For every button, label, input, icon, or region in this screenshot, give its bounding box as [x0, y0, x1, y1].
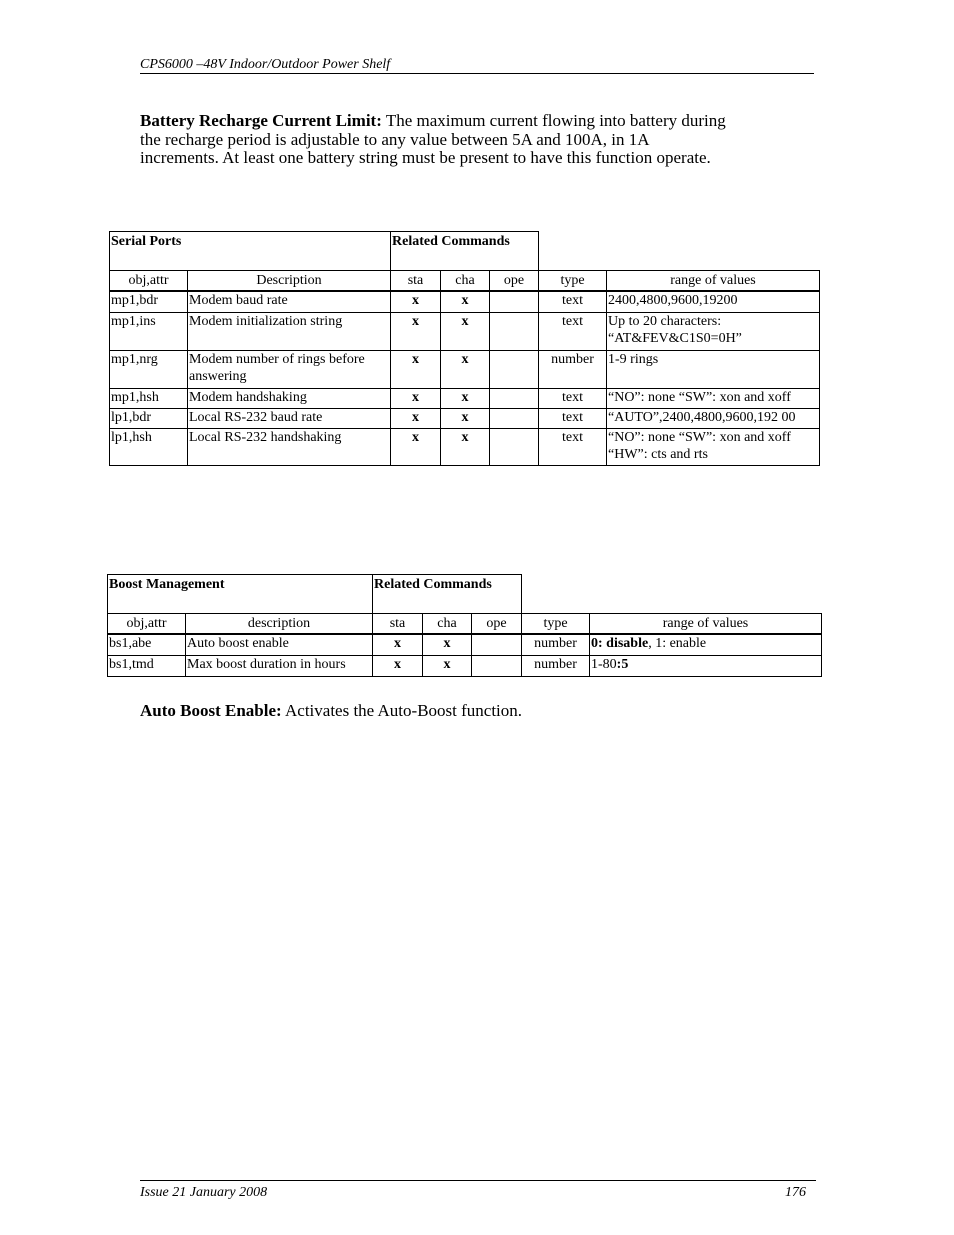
cell-ope: [490, 291, 539, 312]
cell-type: number: [539, 350, 607, 388]
col-cha: cha: [441, 271, 490, 292]
cell-sta: x: [373, 634, 423, 655]
table-row: [110, 388, 820, 408]
cell-range: [607, 428, 820, 465]
battery-line-2: the recharge period is adjustable to any value between 5A and 100A, in 1A: [140, 129, 650, 149]
cell-type: number: [522, 634, 590, 655]
battery-line-1: The maximum current flowing into battery during: [381, 111, 726, 130]
cell-ope: [490, 388, 539, 408]
page-header: [140, 56, 814, 74]
cell-type: number: [522, 655, 590, 676]
auto-boost-paragraph: [140, 702, 800, 721]
col-sta: sta: [373, 614, 423, 635]
serial-related-commands: Related Commands: [391, 232, 539, 271]
col-description: Description: [188, 271, 391, 292]
cell-type: text: [539, 312, 607, 350]
cell-type: text: [539, 291, 607, 312]
range-default: 0: disable: [591, 636, 649, 651]
cell-sta: x: [391, 428, 441, 465]
cell-desc: Max boost duration in hours: [186, 655, 373, 676]
serial-ports-table: [109, 231, 820, 466]
footer-issue: Issue 21 January 2008: [140, 1185, 268, 1200]
blank-cell: [539, 232, 820, 271]
cell-obj: mp1,ins: [110, 312, 188, 350]
cell-type: text: [539, 408, 607, 428]
cell-desc: Local RS-232 handshaking: [188, 428, 391, 465]
boost-related-commands: Related Commands: [373, 575, 522, 614]
range-default: :5: [616, 656, 629, 672]
table-row: [110, 428, 820, 465]
battery-recharge-paragraph: [140, 112, 800, 168]
cell-ope: [472, 634, 522, 655]
table-row: [108, 655, 822, 676]
boost-management-title: Boost Management: [108, 575, 373, 614]
col-cha: cha: [423, 614, 472, 635]
col-obj: obj,attr: [108, 614, 186, 635]
cell-cha: x: [441, 350, 490, 388]
cell-sta: x: [391, 408, 441, 428]
table-row: [110, 291, 820, 312]
col-ope: ope: [490, 271, 539, 292]
cell-type: text: [539, 428, 607, 465]
cell-cha: x: [441, 388, 490, 408]
cell-range: 1-9 rings: [607, 350, 820, 388]
boost-management-table: [107, 574, 822, 677]
cell-sta: x: [373, 655, 423, 676]
auto-boost-heading: Auto Boost Enable:: [140, 701, 282, 720]
page-number: 176: [785, 1185, 806, 1200]
cell-range: [590, 655, 822, 676]
serial-column-headers: [110, 271, 820, 292]
cell-sta: x: [391, 312, 441, 350]
cell-desc: Modem handshaking: [188, 388, 391, 408]
col-description: description: [186, 614, 373, 635]
cell-ope: [490, 408, 539, 428]
cell-cha: x: [423, 655, 472, 676]
table-row: [108, 634, 822, 655]
cell-desc: [188, 350, 391, 388]
col-range: range of values: [590, 614, 822, 635]
auto-boost-text: Activates the Auto-Boost function.: [281, 701, 523, 720]
col-type: type: [522, 614, 590, 635]
table-row: [110, 312, 820, 350]
cell-desc: Local RS-232 baud rate: [188, 408, 391, 428]
cell-cha: x: [441, 312, 490, 350]
range-rest: , 1: enable: [648, 636, 707, 651]
range-line-2: “HW”: cts and rts: [608, 446, 708, 462]
cell-sta: x: [391, 291, 441, 312]
cell-ope: [490, 350, 539, 388]
serial-ports-title: Serial Ports: [110, 232, 391, 271]
col-sta: sta: [391, 271, 441, 292]
cell-ope: [472, 655, 522, 676]
cell-range: [590, 634, 822, 655]
battery-line-3: increments. At least one battery string must be present to have this function operate.: [140, 148, 711, 167]
cell-obj: mp1,nrg: [110, 350, 188, 388]
cell-sta: x: [391, 388, 441, 408]
cell-ope: [490, 428, 539, 465]
desc-line-1: Modem number of rings before: [189, 351, 365, 367]
header-title: CPS6000 –48V Indoor/Outdoor Power Shelf: [140, 57, 391, 72]
table-row: [110, 350, 820, 388]
page-footer: [140, 1180, 816, 1201]
cell-obj: mp1,bdr: [110, 291, 188, 312]
table-row: [110, 408, 820, 428]
battery-recharge-heading: Battery Recharge Current Limit:: [140, 111, 382, 130]
cell-obj: lp1,hsh: [110, 428, 188, 465]
col-ope: ope: [472, 614, 522, 635]
range-line-1: “NO”: none “SW”: xon and xoff: [608, 429, 791, 445]
cell-cha: x: [423, 634, 472, 655]
cell-desc: Auto boost enable: [186, 634, 373, 655]
boost-column-headers: [108, 614, 822, 635]
range-line-1: Up to 20 characters:: [608, 313, 722, 329]
col-obj: obj,attr: [110, 271, 188, 292]
cell-range: [607, 312, 820, 350]
cell-desc: Modem initialization string: [188, 312, 391, 350]
cell-cha: x: [441, 428, 490, 465]
blank-cell: [522, 575, 822, 614]
cell-obj: bs1,abe: [108, 634, 186, 655]
range-line-2: “AT&FEV&C1S0=0H”: [608, 330, 742, 346]
desc-line-2: answering: [189, 368, 247, 384]
cell-type: text: [539, 388, 607, 408]
cell-range: “NO”: none “SW”: xon and xoff: [607, 388, 820, 408]
col-range: range of values: [607, 271, 820, 292]
cell-obj: bs1,tmd: [108, 655, 186, 676]
cell-cha: x: [441, 408, 490, 428]
cell-obj: mp1,hsh: [110, 388, 188, 408]
cell-desc: Modem baud rate: [188, 291, 391, 312]
cell-cha: x: [441, 291, 490, 312]
col-type: type: [539, 271, 607, 292]
cell-range: “AUTO”,2400,4800,9600,192 00: [607, 408, 820, 428]
cell-ope: [490, 312, 539, 350]
cell-obj: lp1,bdr: [110, 408, 188, 428]
cell-sta: x: [391, 350, 441, 388]
range-prefix: 1-80: [591, 656, 617, 672]
cell-range: 2400,4800,9600,19200: [607, 291, 820, 312]
